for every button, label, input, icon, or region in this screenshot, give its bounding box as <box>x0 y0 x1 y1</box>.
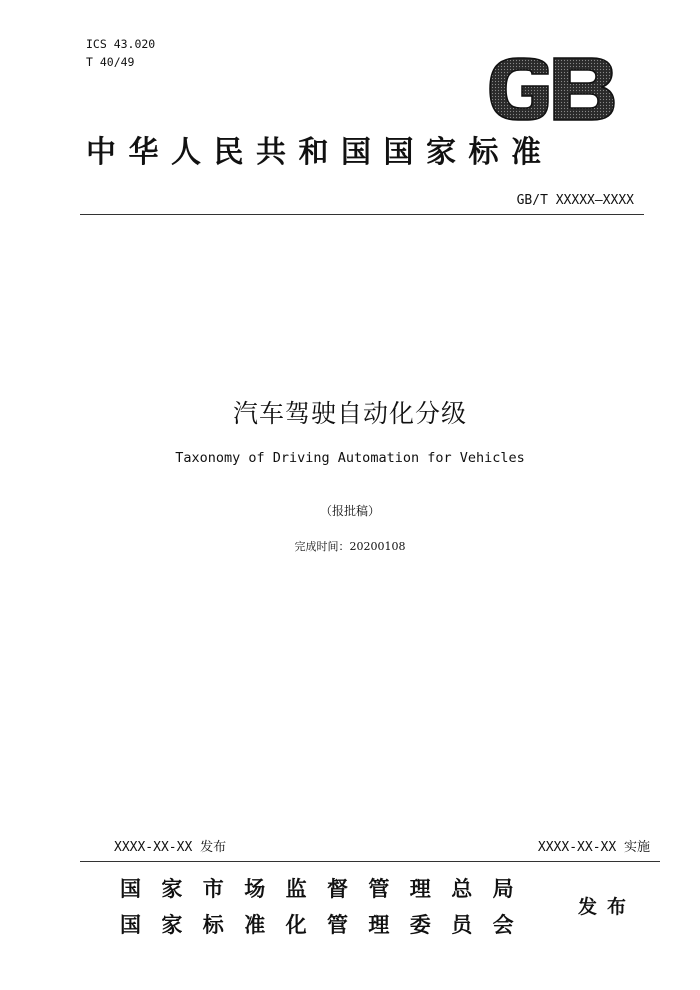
org-title: 中华人民共和国国家标准 <box>86 135 554 170</box>
issuer-line-2: 国家标准化管理委员会 <box>120 913 534 937</box>
completion-date: 完成时间：20200108 <box>294 540 406 553</box>
document-title-chinese: 汽车驾驶自动化分级 <box>232 399 467 428</box>
standard-number: GB/T XXXXX—XXXX <box>516 193 634 208</box>
implementation-date: XXXX-XX-XX 实施 <box>537 840 650 855</box>
ccs-code: T 40/49 <box>86 55 135 69</box>
publish-label: 发布 <box>578 896 637 918</box>
draft-status: （报批稿） <box>319 504 380 518</box>
top-divider <box>80 214 644 215</box>
ics-code: ICS 43.020 <box>86 37 156 51</box>
bottom-divider <box>80 861 660 862</box>
gb-logo <box>488 56 616 122</box>
issuer-line-1: 国家市场监督管理总局 <box>120 877 534 901</box>
document-title-english: Taxonomy of Driving Automation for Vehicles <box>175 450 525 466</box>
issue-date: XXXX-XX-XX 发布 <box>114 840 227 855</box>
